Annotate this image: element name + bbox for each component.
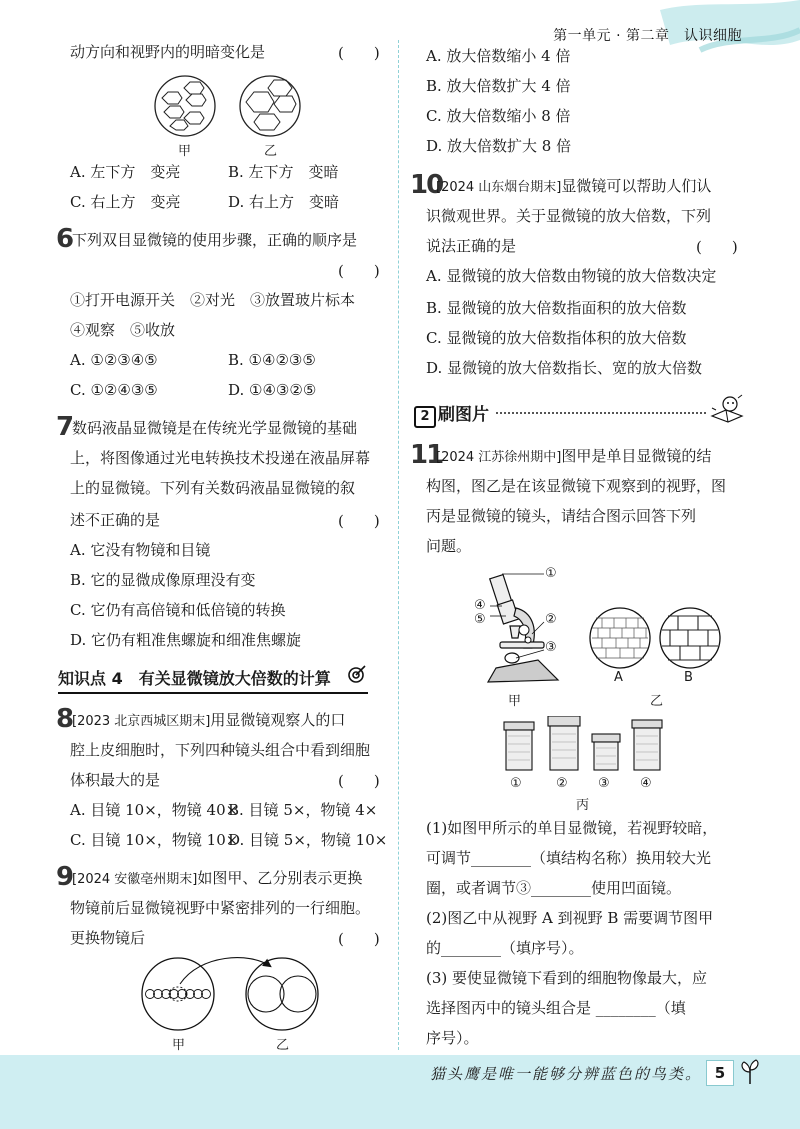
q8-line-3: 体积最大的是 — [70, 771, 161, 789]
q5-figure — [150, 74, 310, 154]
target-icon — [347, 664, 367, 684]
q11-line-1 — [436, 446, 711, 468]
q5-figure-label-jia: 甲 — [178, 144, 192, 159]
q7-option-a[interactable]: A. 它没有物镜和目镜 — [70, 541, 211, 559]
section-badge: 2 — [414, 406, 436, 428]
q11-sub1-line2[interactable]: 可调节________（填结构名称）换用较大光 — [426, 849, 712, 867]
q11-sub2-line1: (2)图乙中从视野 A 到视野 B 需要调节图甲 — [426, 909, 714, 927]
q11-sub1-line3[interactable]: 圈，或者调节③________使用凹面镜。 — [426, 879, 682, 897]
q6-steps-line2: ④观察 ⑤收放 — [70, 321, 176, 339]
q6-number: 6 — [56, 224, 73, 254]
q9-option-c[interactable]: C. 放大倍数缩小 8 倍 — [426, 107, 571, 125]
q8-line-2: 腔上皮细胞时，下列四种镜头组合中看到细胞 — [70, 741, 371, 759]
q6-option-b[interactable]: B. ①④②③⑤ — [228, 351, 316, 369]
q6-answer-paren: ( ) — [338, 262, 380, 280]
q8-option-a[interactable]: A. 目镜 10×，物镜 40× — [70, 801, 239, 819]
sprout-icon — [738, 1058, 762, 1086]
q11-line-3: 丙是显微镜的镜头，请结合图示回答下列 — [426, 507, 697, 525]
q10-line-3: 说法正确的是 — [426, 237, 517, 255]
q10-source: [2024 山东烟台期末] — [436, 180, 562, 195]
q11-field-label-b: B — [684, 670, 693, 685]
q7-line-4: 述不正确的是 — [70, 511, 161, 529]
q9-answer-paren: ( ) — [338, 930, 380, 948]
q9-figure — [130, 952, 330, 1034]
section-title-text: 刷图片 — [438, 405, 489, 425]
q10-line-1-text: 显微镜可以帮助人们认 — [561, 177, 712, 195]
q9-line-2: 物镜前后显微镜视野中紧密排列的一行细胞。 — [70, 899, 371, 917]
page-number: 5 — [706, 1060, 734, 1086]
q11-lenses-figure — [498, 716, 664, 774]
q11-sub1-line1: (1)如图甲所示的单目显微镜，若视野较暗， — [426, 819, 718, 837]
page-header: 第一单元 · 第二章 认识细胞 — [553, 28, 742, 44]
q6-option-d[interactable]: D. ①④③②⑤ — [228, 381, 317, 399]
q11-lens-label-1: ① — [510, 776, 522, 791]
q7-option-c[interactable]: C. 它仍有高倍镜和低倍镜的转换 — [70, 601, 286, 619]
q10-line-2: 识微观世界。关于显微镜的放大倍数，下列 — [426, 207, 712, 225]
q11-callout-5: ⑤ — [474, 612, 486, 627]
q5-option-c[interactable]: C. 右上方 变亮 — [70, 193, 181, 211]
q6-stem: 下列双目显微镜的使用步骤，正确的顺序是 — [72, 231, 358, 249]
reading-mascot-icon — [708, 394, 748, 426]
q9-line-3: 更换物镜后 — [70, 929, 146, 947]
q11-line-1-text: 图甲是单目显微镜的结 — [561, 447, 712, 465]
q11-lens-label-2: ② — [556, 776, 568, 791]
q10-option-b[interactable]: B. 显微镜的放大倍数指面积的放大倍数 — [426, 299, 687, 317]
q8-answer-paren: ( ) — [338, 772, 380, 790]
q10-option-d[interactable]: D. 显微镜的放大倍数指长、宽的放大倍数 — [426, 359, 703, 377]
q9-figure-label-jia: 甲 — [172, 1038, 186, 1053]
q7-answer-paren: ( ) — [338, 512, 380, 530]
q9-source: [2024 安徽亳州期末] — [72, 872, 198, 887]
q6-steps-line1: ①打开电源开关 ②对光 ③放置玻片标本 — [70, 291, 356, 309]
q7-line-1: 数码液晶显微镜是在传统光学显微镜的基础 — [72, 419, 358, 437]
q11-sub2-line2[interactable]: 的________（填序号）。 — [426, 939, 584, 957]
q5-option-b[interactable]: B. 左下方 变暗 — [228, 163, 339, 181]
q9-option-d[interactable]: D. 放大倍数扩大 8 倍 — [426, 137, 572, 155]
q11-figure-label-jia: 甲 — [508, 694, 522, 709]
q6-option-a[interactable]: A. ①②③④⑤ — [70, 351, 158, 369]
q11-callout-3: ③ — [545, 640, 557, 655]
q8-line-1 — [72, 710, 345, 732]
q7-line-3: 上的显微镜。下列有关数码液晶显微镜的叙 — [70, 479, 356, 497]
q10-option-c[interactable]: C. 显微镜的放大倍数指体积的放大倍数 — [426, 329, 687, 347]
q9-number: 9 — [56, 862, 73, 892]
q8-line-1-text: 用显微镜观察人的口 — [210, 711, 346, 729]
q9-option-b[interactable]: B. 放大倍数扩大 4 倍 — [426, 77, 571, 95]
q11-source: [2024 江苏徐州期中] — [436, 450, 562, 465]
q7-option-d[interactable]: D. 它仍有粗准焦螺旋和细准焦螺旋 — [70, 631, 302, 649]
q11-line-4: 问题。 — [426, 537, 472, 555]
q11-line-2: 构图，图乙是在该显微镜下观察到的视野，图 — [426, 477, 727, 495]
q10-option-a[interactable]: A. 显微镜的放大倍数由物镜的放大倍数决定 — [426, 267, 717, 285]
q11-lens-label-4: ④ — [640, 776, 652, 791]
q6-option-c[interactable]: C. ①②④③⑤ — [70, 381, 158, 399]
footer-fun-fact: 猫头鹰是唯一能够分辨蓝色的鸟类。 — [430, 1065, 703, 1083]
q8-source: [2023 北京西城区期末] — [72, 714, 211, 729]
q11-sub3-line3: 序号）。 — [426, 1029, 479, 1047]
q11-callout-2: ② — [545, 612, 557, 627]
q5-figure-label-yi: 乙 — [264, 144, 278, 159]
section-heading — [414, 398, 750, 426]
q11-callout-1: ① — [545, 566, 557, 581]
column-divider — [398, 40, 399, 1050]
q9-line-1-text: 如图甲、乙分别表示更换 — [197, 869, 363, 887]
q9-figure-label-yi: 乙 — [276, 1038, 290, 1053]
q11-number: 11 — [410, 440, 443, 470]
q10-line-1 — [436, 176, 711, 198]
q8-number: 8 — [56, 704, 73, 734]
knowledge-point-heading: 知识点 4 有关显微镜放大倍数的计算 — [58, 666, 368, 694]
q5-answer-paren: ( ) — [338, 44, 380, 62]
section-title — [414, 400, 489, 428]
q8-option-b[interactable]: B. 目镜 5×，物镜 4× — [228, 801, 378, 819]
q8-option-d[interactable]: D. 目镜 5×，物镜 10× — [228, 831, 388, 849]
q5-option-a[interactable]: A. 左下方 变亮 — [70, 163, 181, 181]
q11-lens-label-3: ③ — [598, 776, 610, 791]
q11-sub3-line1: (3) 要使显微镜下看到的细胞物像最大，应 — [426, 969, 708, 987]
q7-line-2: 上，将图像通过光电转换技术投递在液晶屏幕 — [70, 449, 371, 467]
q11-figure-label-yi: 乙 — [650, 694, 664, 709]
q11-sub3-line2[interactable]: 选择图丙中的镜头组合是 ________（填 — [426, 999, 686, 1017]
q5-stem: 动方向和视野内的明暗变化是 — [70, 43, 266, 61]
q7-number: 7 — [56, 412, 73, 442]
q10-number: 10 — [410, 170, 443, 200]
q9-line-1 — [72, 868, 362, 890]
q5-option-d[interactable]: D. 右上方 变暗 — [228, 193, 340, 211]
q11-field-label-a: A — [614, 670, 623, 685]
q7-option-b[interactable]: B. 它的显微成像原理没有变 — [70, 571, 256, 589]
q11-callout-4: ④ — [474, 598, 486, 613]
q9-option-a[interactable]: A. 放大倍数缩小 4 倍 — [426, 47, 571, 65]
q11-figure-label-bing: 丙 — [576, 798, 590, 813]
q10-answer-paren: ( ) — [696, 238, 738, 256]
q8-option-c[interactable]: C. 目镜 10×，物镜 10× — [70, 831, 239, 849]
section-dotted-line — [496, 412, 706, 414]
q11-field-of-view-figure — [588, 606, 724, 670]
q11-microscope-figure — [466, 568, 576, 690]
